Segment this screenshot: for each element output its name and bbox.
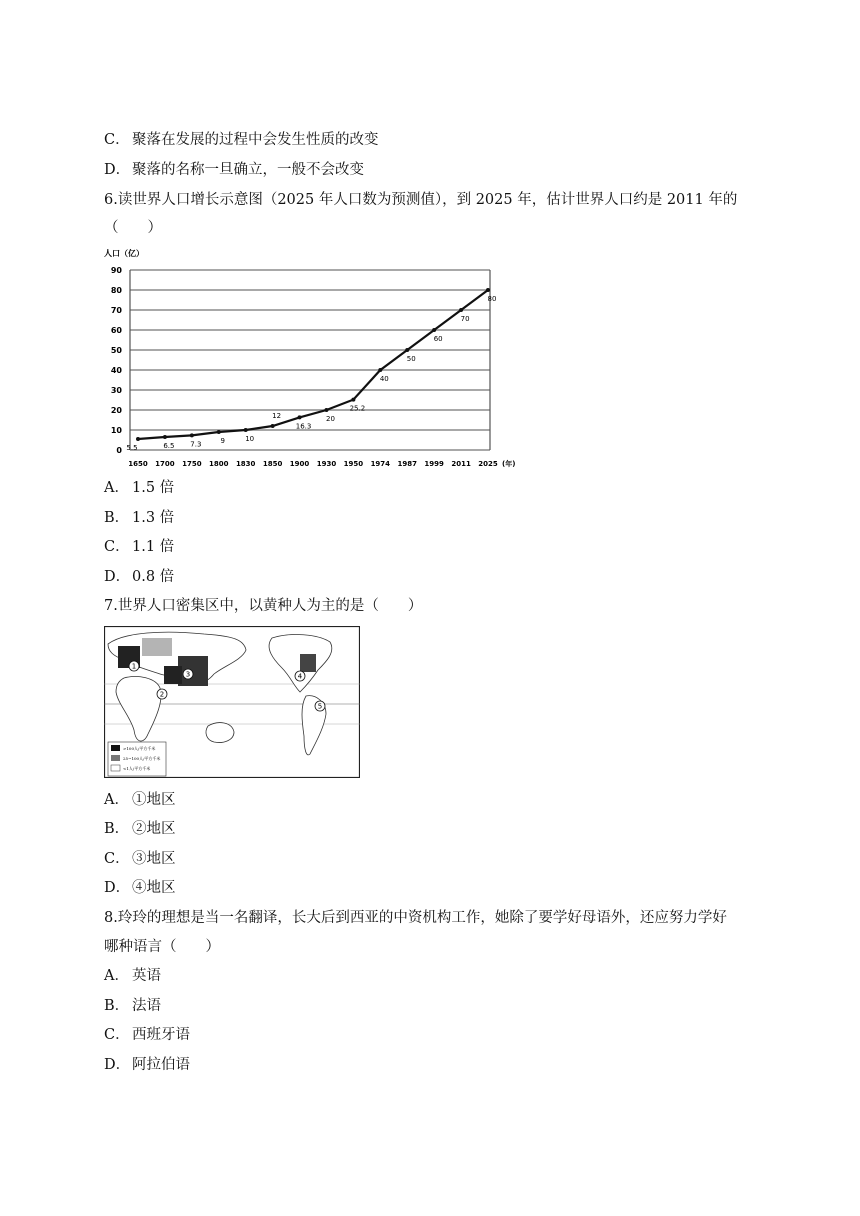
option-text: ②地区	[132, 821, 176, 837]
option-key: A．	[104, 792, 129, 808]
map-marker-3: 3	[185, 670, 191, 679]
ytick-label: 10	[110, 426, 122, 435]
data-label: 12	[272, 412, 282, 420]
ytick-label: 80	[110, 286, 122, 295]
data-label: 10	[245, 435, 255, 443]
data-label: 70	[460, 315, 470, 323]
chart-xticks	[128, 459, 515, 468]
option-d-q7[interactable]	[104, 878, 176, 898]
data-label: 60	[433, 335, 443, 343]
option-a-q7[interactable]	[104, 790, 176, 810]
xtick-label: 1900	[289, 460, 310, 468]
data-label: 5.5	[126, 444, 138, 452]
option-text: 聚落在发展的过程中会发生性质的改变	[132, 132, 379, 148]
option-key: D．	[104, 569, 131, 585]
option-b-q6[interactable]	[104, 508, 174, 528]
xtick-label: 1974	[370, 460, 391, 468]
option-key: A．	[104, 480, 129, 496]
data-point	[136, 437, 140, 441]
option-key: C．	[104, 539, 130, 555]
xtick-label: 1830	[235, 460, 256, 468]
question-6-stem: 6.读世界人口增长示意图（2025 年人口数为预测值），到 2025 年，估计世界人口约是 2011 年的	[104, 192, 738, 208]
option-text: 法语	[132, 998, 161, 1014]
data-label: 20	[326, 415, 335, 423]
data-point	[190, 433, 194, 437]
option-text: 1.1 倍	[132, 539, 175, 555]
option-a-q6[interactable]	[104, 478, 174, 498]
data-point	[351, 398, 355, 402]
option-key: C．	[104, 851, 130, 867]
xtick-label: 1750	[182, 460, 202, 468]
data-point	[378, 368, 382, 372]
data-label: 80	[487, 295, 497, 303]
xtick-label: 1650	[128, 460, 148, 468]
option-text: 西班牙语	[132, 1027, 190, 1043]
legend-label-low: <1人/平方千米	[123, 766, 151, 771]
option-text: 1.5 倍	[132, 480, 175, 496]
option-text: ①地区	[132, 792, 176, 808]
data-point	[298, 415, 302, 419]
option-d-q8[interactable]	[104, 1055, 190, 1075]
option-text: 阿拉伯语	[132, 1057, 190, 1073]
option-text: 1.3 倍	[132, 510, 175, 526]
ytick-label: 90	[110, 266, 122, 275]
data-label: 7.3	[190, 440, 202, 449]
option-c-q8[interactable]	[104, 1025, 190, 1045]
data-point	[459, 308, 463, 312]
population-chart	[100, 244, 520, 470]
question-8-stem: 8.玲玲的理想是当一名翻译，长大后到西亚的中资机构工作，她除了要学好母语外，还应努力学好	[104, 910, 727, 926]
xtick-label: 1950	[343, 460, 364, 468]
option-c-q7[interactable]	[104, 849, 176, 869]
option-c-q5[interactable]	[104, 130, 379, 150]
xtick-label: 2025	[478, 460, 498, 468]
option-b-q7[interactable]	[104, 819, 176, 839]
xtick-label: 1987	[397, 460, 417, 468]
option-key: C．	[104, 1027, 130, 1043]
ytick-label: 50	[110, 346, 122, 355]
world-population-density-map	[104, 626, 360, 778]
data-point	[217, 430, 221, 434]
xtick-label: 1850	[262, 460, 283, 468]
xtick-label: 1700	[155, 460, 175, 468]
chart-ylabel: 人口（亿）	[104, 249, 144, 258]
legend-label-mid: 25~100人/平方千米	[123, 756, 161, 761]
data-point	[432, 328, 436, 332]
data-point	[163, 435, 167, 439]
question-7-stem: 7.世界人口密集区中，以黄种人为主的是（ ）	[104, 598, 423, 614]
option-a-q8[interactable]	[104, 966, 161, 986]
option-key: C．	[104, 132, 130, 148]
xtick-label: 1999	[424, 460, 444, 468]
data-point	[405, 348, 409, 352]
chart-points	[136, 288, 490, 441]
chart-data-labels	[126, 295, 496, 452]
option-key: B．	[104, 821, 130, 837]
map-marker-5: 5	[317, 702, 323, 711]
ytick-label: 0	[116, 446, 122, 455]
option-text: 聚落的名称一旦确立，一般不会改变	[132, 162, 364, 178]
ytick-label: 40	[110, 366, 122, 375]
data-point	[271, 424, 275, 428]
option-d-q5[interactable]	[104, 160, 364, 180]
option-text: ④地区	[132, 880, 176, 896]
option-key: B．	[104, 510, 130, 526]
data-point	[486, 288, 490, 292]
option-key: D．	[104, 162, 131, 178]
ytick-label: 30	[110, 386, 122, 395]
ytick-label: 60	[110, 326, 122, 335]
xtick-label: 1800	[209, 460, 229, 468]
ytick-label: 70	[110, 306, 122, 315]
option-key: B．	[104, 998, 130, 1014]
option-text: 0.8 倍	[132, 569, 175, 585]
option-key: D．	[104, 1057, 131, 1073]
data-label: 9	[220, 437, 226, 445]
option-key: A．	[104, 968, 129, 984]
question-6-stem-cont: （ ）	[104, 220, 162, 236]
option-text: ③地区	[132, 851, 176, 867]
chart-yticks	[111, 266, 123, 455]
option-b-q8[interactable]	[104, 996, 161, 1016]
option-d-q6[interactable]	[104, 567, 174, 587]
option-text: 英语	[132, 968, 161, 984]
data-label: 25.2	[349, 404, 366, 413]
map-marker-2: 2	[159, 690, 165, 699]
data-point	[244, 428, 248, 432]
legend-label-high: >100人/平方千米	[123, 746, 156, 751]
question-8-stem-cont: 哪种语言（ ）	[104, 939, 220, 955]
chart-series-line	[138, 290, 488, 439]
data-point	[324, 408, 328, 412]
map-marker-1: 1	[131, 662, 137, 671]
option-key: D．	[104, 880, 131, 896]
option-c-q6[interactable]	[104, 537, 174, 557]
data-label: 50	[406, 355, 416, 363]
map-marker-4: 4	[297, 672, 303, 681]
xtick-label: 2011	[451, 460, 471, 468]
ytick-label: 20	[110, 406, 122, 415]
x-unit-label: (年)	[502, 460, 516, 468]
map-legend	[108, 742, 166, 776]
xtick-label: 1930	[316, 460, 337, 468]
data-label: 6.5	[163, 442, 175, 450]
data-label: 16.3	[295, 422, 312, 431]
data-label: 40	[379, 375, 389, 383]
